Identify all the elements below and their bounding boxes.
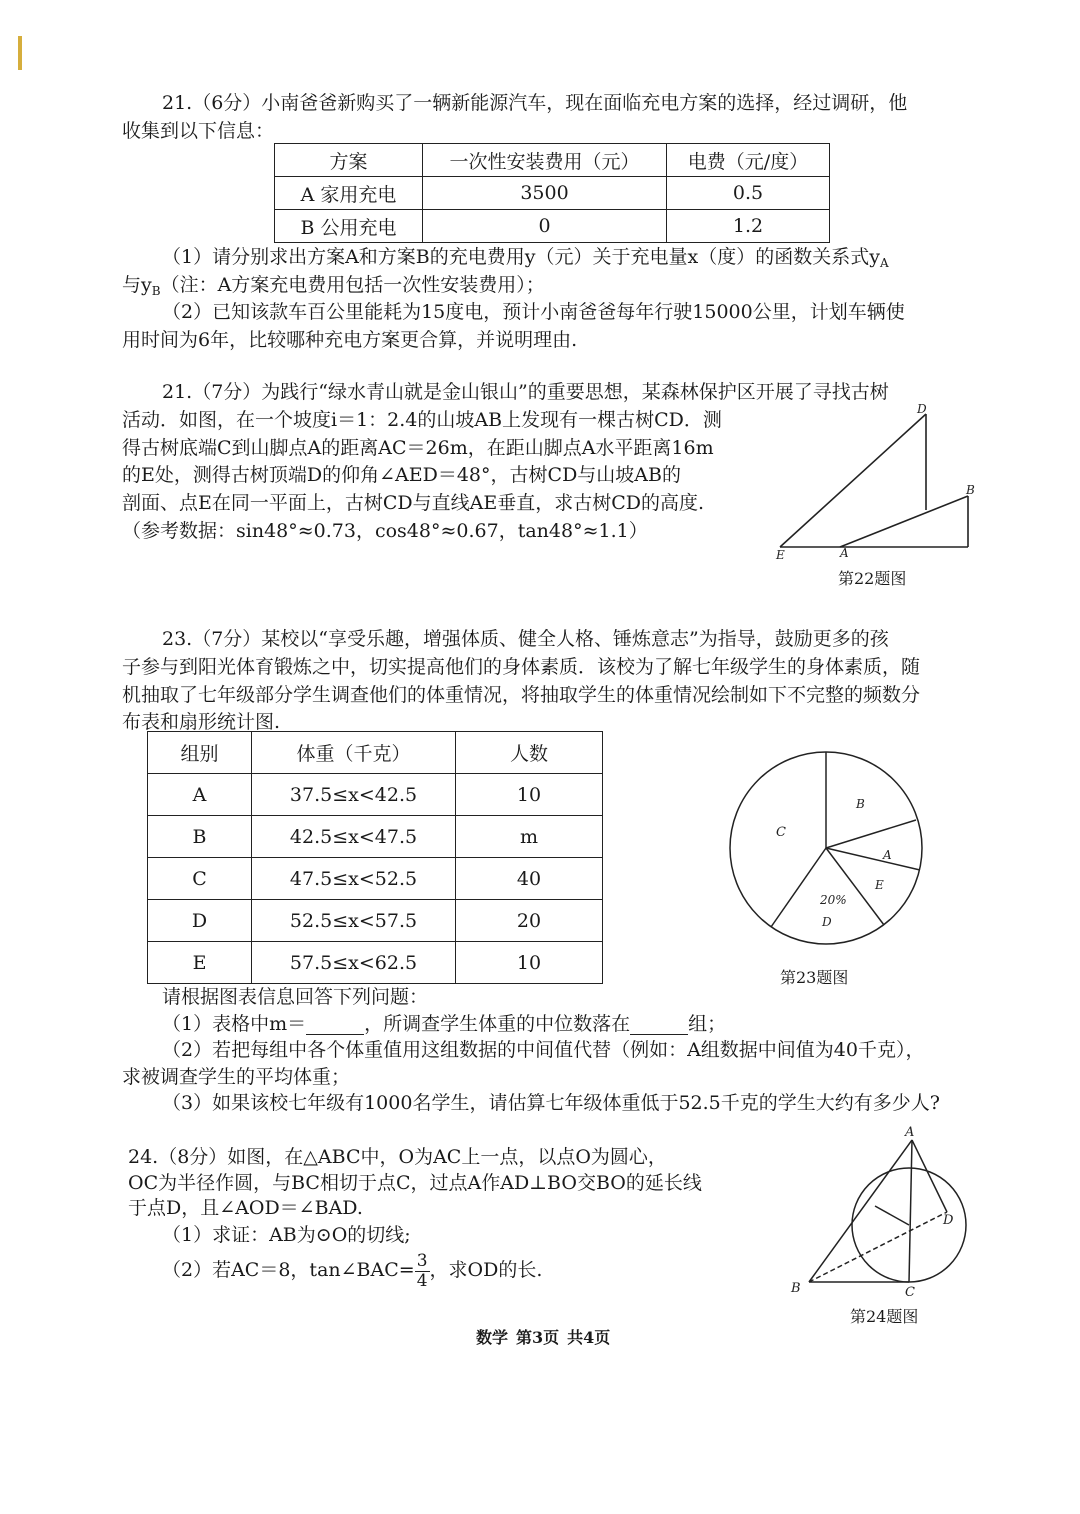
q23-part2-line2: 求被调查学生的平均体重； [122, 1066, 351, 1088]
footer-page: 第3页 [516, 1328, 560, 1347]
table-header-cell: 一次性安装费用（元） [423, 144, 667, 177]
footer-total: 共4页 [567, 1328, 611, 1347]
subscript-b: B [151, 284, 161, 298]
q21a-line2: 收集到以下信息： [122, 120, 275, 142]
line-bd [809, 1212, 947, 1282]
table-cell: 20 [456, 900, 603, 942]
table-cell: 10 [456, 942, 603, 984]
table-header-cell: 体重（千克） [252, 732, 456, 774]
table-header-cell: 电费（元/度） [667, 144, 830, 177]
table-header-cell: 人数 [456, 732, 603, 774]
q22-line3: 得古树底端C到山脚点A的距离AC＝26m，在距山脚点A水平距离16m [122, 437, 714, 459]
table-cell: C [148, 858, 252, 900]
triangle-circle-figure [785, 1122, 975, 1300]
q23-intro: 请根据图表信息回答下列问题： [162, 986, 429, 1008]
footer-subject: 数学 [476, 1328, 509, 1347]
table-row [275, 210, 830, 243]
side-ac [909, 1140, 912, 1282]
tree-slope-figure [770, 400, 980, 565]
table-cell: A 家用充电 [275, 177, 423, 210]
q23-part1-text: （1）表格中m＝ [162, 1013, 307, 1035]
q24-part1: （1）求证：AB为⊙O的切线; [162, 1224, 411, 1246]
table-cell: 1.2 [667, 210, 830, 243]
table-cell: 37.5≤x<42.5 [252, 774, 456, 816]
q24-part2 [162, 1252, 542, 1290]
q23-line3: 机抽取了七年级部分学生调查他们的体重情况，将抽取学生的体重情况绘制如下不完整的频数分 [122, 684, 921, 706]
label-c: C [905, 1285, 915, 1300]
table-row [148, 900, 603, 942]
table-cell: D [148, 900, 252, 942]
label-b: B [791, 1281, 801, 1296]
table-cell: B 公用充电 [275, 210, 423, 243]
table-header-cell: 方案 [275, 144, 423, 177]
table-cell: 40 [456, 858, 603, 900]
fraction-numerator: 3 [416, 1251, 428, 1271]
pie-label-d: D [822, 915, 832, 929]
scan-edge-mark [18, 36, 22, 70]
label-d: D [917, 402, 927, 416]
q21a-line1: 21.（6分）小南爸爸新购买了一辆新能源汽车，现在面临充电方案的选择，经过调研，他 [162, 92, 908, 114]
q22-line4: 的E处，测得古树顶端D的仰角∠AED＝48°，古树CD与山坡AB的 [122, 464, 681, 486]
radius-oe [875, 1206, 909, 1225]
table-cell: 0 [423, 210, 667, 243]
q21a-part2-line1: （2）已知该款车百公里能耗为15度电，预计小南爸爸每年行驶15000公里，计划车辆使 [162, 301, 905, 323]
q23-line2: 子参与到阳光体育锻炼之中，切实提高他们的身体素质．该校为了解七年级学生的身体素质，随 [122, 656, 921, 678]
table-cell: 57.5≤x<62.5 [252, 942, 456, 984]
q23-part1-text: ，所调查学生体重的中位数落在 [364, 1013, 631, 1035]
table-cell: A [148, 774, 252, 816]
label-b: B [966, 483, 975, 497]
q22-line1: 21.（7分）为践行“绿水青山就是金山银山”的重要思想，某森林保护区开展了寻找古树 [162, 381, 889, 403]
pie-label-a: A [883, 848, 892, 862]
answer-blank[interactable] [306, 1015, 364, 1035]
side-ab [809, 1140, 912, 1282]
pie-label-e: E [875, 878, 884, 892]
page-footer [476, 1330, 610, 1346]
table-cell: 42.5≤x<47.5 [252, 816, 456, 858]
table-row [148, 942, 603, 984]
pie-label-c: C [776, 825, 786, 840]
q23-part1-text: 组； [688, 1013, 727, 1035]
q21a-part1-text: 与y [122, 274, 152, 296]
subscript-a: A [879, 256, 889, 270]
answer-blank[interactable] [630, 1015, 688, 1035]
segment-ad [912, 1140, 947, 1212]
pie-divider [771, 848, 826, 927]
table-row [275, 177, 830, 210]
table-cell: m [456, 816, 603, 858]
q23-line4: 布表和扇形统计图. [122, 711, 281, 733]
slope-ab [840, 496, 968, 547]
q24-part2-text: ，求OD的长. [429, 1259, 543, 1282]
q22-figure-caption: 第22题图 [838, 569, 907, 588]
charging-plan-table [274, 143, 830, 243]
table-cell: E [148, 942, 252, 984]
q24-line3: 于点D，且∠AOD＝∠BAD. [128, 1197, 363, 1219]
table-header-row [275, 144, 830, 177]
table-cell: 47.5≤x<52.5 [252, 858, 456, 900]
table-cell: 0.5 [667, 177, 830, 210]
q23-part3: （3）如果该校七年级有1000名学生，请估算七年级体重低于52.5千克的学生大约有多少人? [162, 1092, 940, 1114]
q24-line2: OC为半径作圆，与BC相切于点C，过点A作AD⊥BO交BO的延长线 [128, 1172, 702, 1194]
q22-line5: 剖面、点E在同一平面上，古树CD与直线AE垂直，求古树CD的高度. [122, 492, 705, 514]
table-row [148, 774, 603, 816]
q23-line1: 23.（7分）某校以“享受乐趣，增强体质、健全人格、锤炼意志”为指导，鼓励更多的孩 [162, 628, 889, 650]
q22-line2: 活动．如图，在一个坡度i＝1：2.4的山坡AB上发现有一棵古树CD．测 [122, 409, 722, 431]
q21a-part2-line2: 用时间为6年，比较哪种充电方案更合算，并说明理由. [122, 329, 578, 351]
q21a-part1-text: （1）请分别求出方案A和方案B的充电费用y（元）关于充电量x（度）的函数关系式y [162, 246, 880, 268]
pie-divider [826, 820, 916, 848]
label-a: A [905, 1125, 915, 1140]
table-header-cell: 组别 [148, 732, 252, 774]
label-a: A [840, 546, 849, 560]
q23-part2-line1: （2）若把每组中各个体重值用这组数据的中间值代替（例如：A组数据中间值为40千克）， [162, 1039, 925, 1061]
q21a-part1-note: （注：A方案充电费用包括一次性安装费用）； [160, 274, 545, 296]
q23-part1 [162, 1015, 726, 1035]
q22-line6: （参考数据：sin48°≈0.73，cos48°≈0.67，tan48°≈1.1） [122, 520, 648, 542]
table-row [148, 858, 603, 900]
q24-line1: 24.（8分）如图，在△ABC中，O为AC上一点，以点O为圆心， [128, 1146, 667, 1168]
q24-figure-caption: 第24题图 [850, 1307, 919, 1326]
label-d: D [943, 1213, 954, 1228]
pie-label-b: B [856, 797, 865, 811]
fraction-denominator: 4 [416, 1270, 428, 1291]
q21a-part1-line1 [162, 248, 889, 269]
table-cell: B [148, 816, 252, 858]
q24-part2-text: （2）若AC＝8，tan∠BAC= [162, 1259, 415, 1282]
q21a-part1-line2 [122, 276, 545, 297]
sight-line-ed [780, 414, 926, 547]
weight-frequency-table [147, 731, 603, 984]
table-row [148, 816, 603, 858]
table-cell: 10 [456, 774, 603, 816]
fraction [415, 1252, 430, 1290]
pie-label-percent: 20% [820, 893, 847, 907]
table-cell: 3500 [423, 177, 667, 210]
label-e: E [776, 548, 785, 562]
table-header-row [148, 732, 603, 774]
weight-pie-chart [728, 750, 924, 946]
table-cell: 52.5≤x<57.5 [252, 900, 456, 942]
q23-figure-caption: 第23题图 [780, 968, 849, 987]
